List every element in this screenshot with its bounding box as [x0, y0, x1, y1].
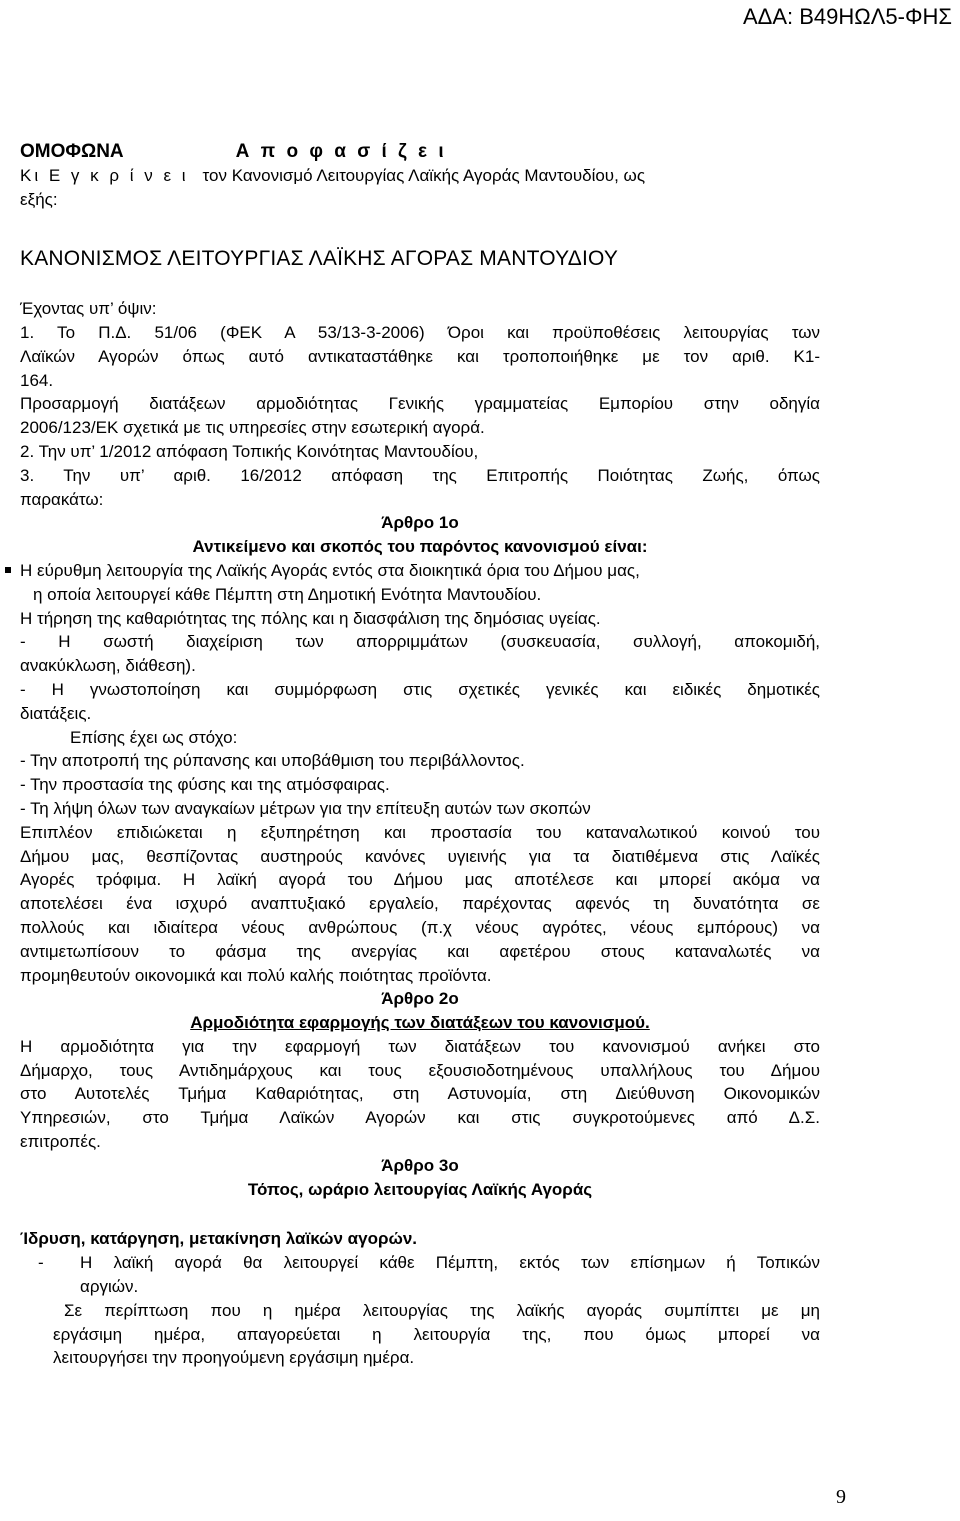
- article2-line1: Η αρμοδιότητα για την εφαρμογή των διατάξεων του κανονισμού ανήκει στο: [20, 1036, 820, 1056]
- item1-line1: 1. Το Π.Δ. 51/06 (ΦΕΚ Α 53/13-3-2006) Όροι και προϋποθέσεις λειτουργίας των: [20, 322, 820, 342]
- article1-para4-line1: - Η γνωστοποίηση και συμμόρφωση στις σχετικές γενικές και ειδικές δημοτικές: [20, 679, 820, 699]
- prosarmogi-line2: 2006/123/ΕΚ σχετικά με τις υπηρεσίες στην εσωτερική αγορά.: [20, 418, 485, 438]
- item2-line: 2. Την υπ’ 1/2012 απόφαση Τοπικής Κοινότητας Μαντουδίου,: [20, 441, 479, 461]
- decision-heading: [20, 140, 820, 164]
- prosarmogi-line1: Προσαρμογή διατάξεων αρμοδιότητας Γενικής γραμματείας Εμπορίου στην οδηγία: [20, 394, 820, 414]
- article1-para3-line2: ανακύκλωση, διάθεση).: [20, 656, 196, 676]
- article1-bullet-text1: Η εύρυθμη λειτουργία της Λαϊκής Αγοράς εντός στα διοικητικά όρια του Δήμου μας,: [20, 560, 640, 580]
- idrysh-heading: Ίδρυση, κατάργηση, μετακίνηση λαϊκών αγορών.: [20, 1229, 418, 1249]
- epipleon-line2: Δήμου μας, θεσπίζοντας αυστηρούς κανόνες υγιεινής για τα διατιθέμενα στις Λαϊκές: [20, 846, 820, 866]
- item1-line2: Λαϊκών Αγορών όπως αυτό αντικαταστάθηκε και τροποποιήθηκε με τον αριθ. Κ1-: [20, 346, 820, 366]
- approval-line: [20, 164, 820, 188]
- dash-bullet: -: [38, 1253, 44, 1273]
- goal-1: - Την αποτροπή της ρύπανσης και υποβάθμιση του περιβάλλοντος.: [20, 751, 525, 771]
- epipleon-line6: αντιμετωπίσουν το φάσμα της ανεργίας και αφετέρου στους καταναλωτές να: [20, 941, 820, 961]
- item3-line2: παρακάτω:: [20, 489, 104, 509]
- article3-para2-line3: λειτουργήσει την προηγούμενη εργάσιμη ημέρα.: [53, 1348, 415, 1368]
- article1-para2: Η τήρηση της καθαριότητας της πόλης και η διασφάλιση της δημόσιας υγείας.: [20, 608, 601, 628]
- epipleon-line3: Αγορές τρόφιμα. Η λαϊκή αγορά του Δήμου μας απoτέλεσε και μπορεί ακόμα να: [20, 870, 820, 890]
- ada-code: ΑΔΑ: Β49ΗΩΛ5-ΦΗΣ: [742, 4, 952, 29]
- article1-subtitle: Αντικείμενο και σκοπός του παρόντος κανονισμού είναι:: [192, 537, 648, 557]
- article1-bullet-line2: η οποία λειτουργεί κάθε Πέμπτη στη Δημοτική Ενότητα Μαντουδίου.: [33, 584, 542, 604]
- epipleon-line1: Επιπλέον επιδιώκεται η εξυπηρέτηση και προστασία του καταναλωτικού κοινού του: [20, 822, 820, 842]
- epipleon-line4: αποτελέσει ένα ισχυρό αναπτυξιακό εργαλείο, παρέχοντας αφενός τη δυνατότητα σε: [20, 894, 820, 914]
- article3-para2-line1: Σε περίπτωση που η ημέρα λειτουργίας της λαϊκής αγοράς συμπίπτει με μη: [64, 1300, 820, 1320]
- article3-dash-line2: αργιών.: [80, 1277, 139, 1297]
- article2-line3: στο Αυτοτελές Τμήμα Καθαριότητας, στη Αστυνομία, στη Διεύθυνση Οικονομικών: [20, 1084, 820, 1104]
- article2-line5: επιτροπές.: [20, 1132, 101, 1152]
- article1-para4-line2: διατάξεις.: [20, 703, 92, 723]
- omofona-label: ΟΜΟΦΩΝΑ: [20, 141, 124, 162]
- page-number: 9: [836, 1486, 846, 1508]
- apofasizei-label: Α π ο φ α σ ί ζ ε ι: [235, 141, 447, 162]
- approval-end: εξής:: [20, 189, 58, 209]
- exontas-line: Έχοντας υπ’ όψιν:: [20, 299, 157, 319]
- goal-2: - Την προστασία της φύσης και της ατμόσφαιρας.: [20, 775, 390, 795]
- article1-para3-line1: - Η σωστή διαχείριση των απορριμμάτων (συσκευασία, συλλογή, αποκομιδή,: [20, 632, 820, 652]
- egkrinei-label: Κι Ε γ κ ρ ί ν ε ι: [20, 165, 189, 185]
- article1-title: Άρθρο 1ο: [381, 513, 459, 533]
- article3-para2-line2: εργάσιμη ημέρα, απαγορεύεται η λειτουργία της, που όμως μπορεί να: [53, 1324, 820, 1344]
- article2-title: Άρθρο 2ο: [381, 989, 459, 1009]
- epipleon-line5: πολλούς και ιδιαίτερα νέους ανθρώπους (π.χ νέους αγρότες, νέους εμπόρους) να: [20, 917, 820, 937]
- article3-dash-line1: [20, 1251, 820, 1275]
- goal-3: - Τη λήψη όλων των αναγκαίων μέτρων για την επίτευξη αυτών των σκοπών: [20, 798, 591, 818]
- article2-subtitle: Αρμοδιότητα εφαρμογής των διατάξεων του κανονισμού.: [190, 1013, 650, 1033]
- document-body: [20, 140, 820, 1370]
- article1-bullet: [20, 559, 820, 583]
- epishs-line: Επίσης έχει ως στόχο:: [70, 727, 238, 747]
- article2-line4: Υπηρεσιών, στο Τμήμα Λαϊκών Αγορών και στις συγκροτούμενες από Δ.Σ.: [20, 1108, 820, 1128]
- regulation-title: ΚΑΝΟΝΙΣΜΟΣ ΛΕΙΤΟΥΡΓΙΑΣ ΛΑΪΚΗΣ ΑΓΟΡΑΣ ΜΑΝΤΟΥΔΙΟΥ: [20, 247, 619, 271]
- article2-line2: Δήμαρχο, τους Αντιδημάρχους και τους εξουσιοδοτημένους υπαλλήλους του Δήμου: [20, 1060, 820, 1080]
- item1-line3: 164.: [20, 370, 54, 390]
- article3-title: Άρθρο 3ο: [381, 1155, 459, 1175]
- epipleon-line7: προμηθευτούν οικονομικά και πολύ καλής ποιότητας προϊόντα.: [20, 965, 492, 985]
- item3-line1: 3. Την υπ’ αριθ. 16/2012 απόφαση της Επιτροπής Ποιότητας Ζωής, όπως: [20, 465, 820, 485]
- square-bullet-icon: [5, 567, 11, 573]
- article3-subtitle: Τόπος, ωράριο λειτουργίας Λαϊκής Αγοράς: [247, 1179, 593, 1199]
- article3-dash-text1: Η λαϊκή αγορά θα λειτουργεί κάθε Πέμπτη, εκτός των επίσημων ή Τοπικών: [80, 1253, 820, 1273]
- approval-text: τον Κανονισμό Λειτουργίας Λαϊκής Αγοράς Μαντουδίου, ως: [202, 165, 646, 185]
